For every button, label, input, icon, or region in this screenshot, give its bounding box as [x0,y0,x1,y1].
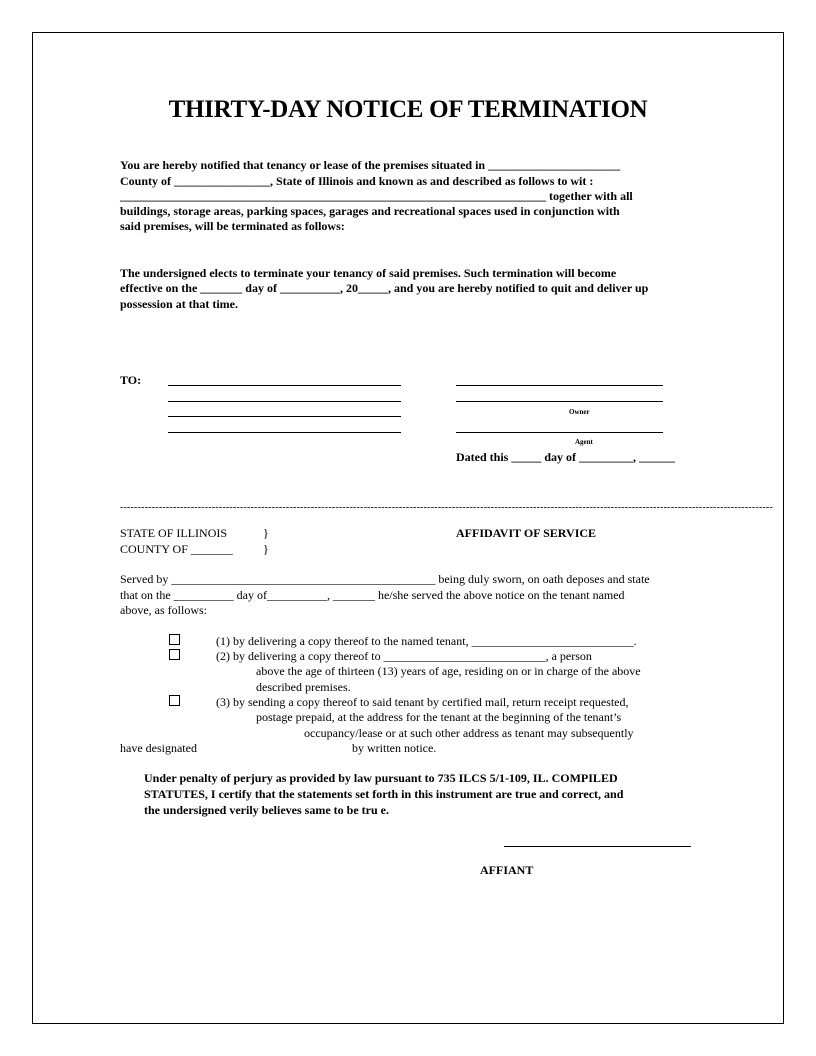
notice-line-5: said premises, will be terminated as follows: [120,219,345,233]
served-line-1: Served by ____________________________________________ being duly sworn, on oath deposes and state [120,572,650,586]
notice-line-1: You are hereby notified that tenancy or lease of the premises situated in ______________________ [120,158,621,172]
notice-line-2: County of ________________, State of Illinois and known as and described as follows to wit : [120,174,594,188]
owner-signature-line-2[interactable] [456,401,663,402]
to-address-line-1[interactable] [168,385,401,386]
to-address-line-2[interactable] [168,401,401,402]
to-address-line-3[interactable] [168,416,401,417]
served-line-3: above, as follows: [120,603,207,617]
option-2-line-3: described premises. [256,680,351,694]
county-brace: } [263,542,269,556]
to-address-line-4[interactable] [168,432,401,433]
affiant-label: AFFIANT [480,863,534,877]
affiant-signature-line[interactable] [504,846,691,847]
county-label: COUNTY OF _______ [120,542,233,556]
affidavit-heading: AFFIDAVIT OF SERVICE [456,526,597,540]
served-line-2: that on the __________ day of__________, _______ he/she served the above notice on the tenant named [120,588,625,602]
option-1-text: (1) by delivering a copy thereof to the named tenant, ___________________________. [216,634,637,648]
notice-line-3: _______________________________________________________________________ together with all [120,189,633,203]
penalty-line-3: the undersigned verily believes same to be tru e. [144,803,389,817]
option-3-line-1: (3) by sending a copy thereof to said tenant by certified mail, return receipt requested, [216,695,629,709]
elect-line-1: The undersigned elects to terminate your tenancy of said premises. Such termination will become [120,266,617,280]
owner-signature-line-1[interactable] [456,385,663,386]
dated-line: Dated this _____ day of _________, ______ [456,450,676,464]
notice-line-4: buildings, storage areas, parking spaces, garages and recreational spaces used in conjunction with [120,204,620,218]
elect-line-3: possession at that time. [120,297,239,311]
agent-signature-line[interactable] [456,432,663,433]
state-brace: } [263,526,269,540]
by-written-notice-text: by written notice. [352,741,437,755]
penalty-line-2: STATUTES, I certify that the statements set forth in this instrument are true and correct, and [144,787,624,801]
page-title: THIRTY-DAY NOTICE OF TERMINATION [168,96,648,123]
option-3-checkbox[interactable] [169,695,180,706]
option-1-checkbox[interactable] [169,634,180,645]
option-2-line-2: above the age of thirteen (13) years of age, residing on or in charge of the above [256,664,641,678]
have-designated-text: have designated [120,741,197,755]
option-3-line-2: postage prepaid, at the address for the tenant at the beginning of the tenant’s [256,710,622,724]
owner-label: Owner [569,408,590,416]
elect-line-2: effective on the _______ day of __________, 20_____, and you are hereby notified to quit and deliver up [120,281,649,295]
penalty-line-1: Under penalty of perjury as provided by law pursuant to 735 ILCS 5/1-109, IL. COMPILED [144,771,618,785]
agent-label: Agent [575,438,593,446]
state-label: STATE OF ILLINOIS [120,526,228,540]
section-divider: ----------------------------------------------------------------------------------------------------------------------------------------------------------------------------------------- [120,502,774,513]
option-3-line-3: occupancy/lease or at such other address as tenant may subsequently [304,726,634,740]
option-2-line-1: (2) by delivering a copy thereof to ___________________________, a person [216,649,592,663]
to-label: TO: [120,373,142,387]
option-2-checkbox[interactable] [169,649,180,660]
